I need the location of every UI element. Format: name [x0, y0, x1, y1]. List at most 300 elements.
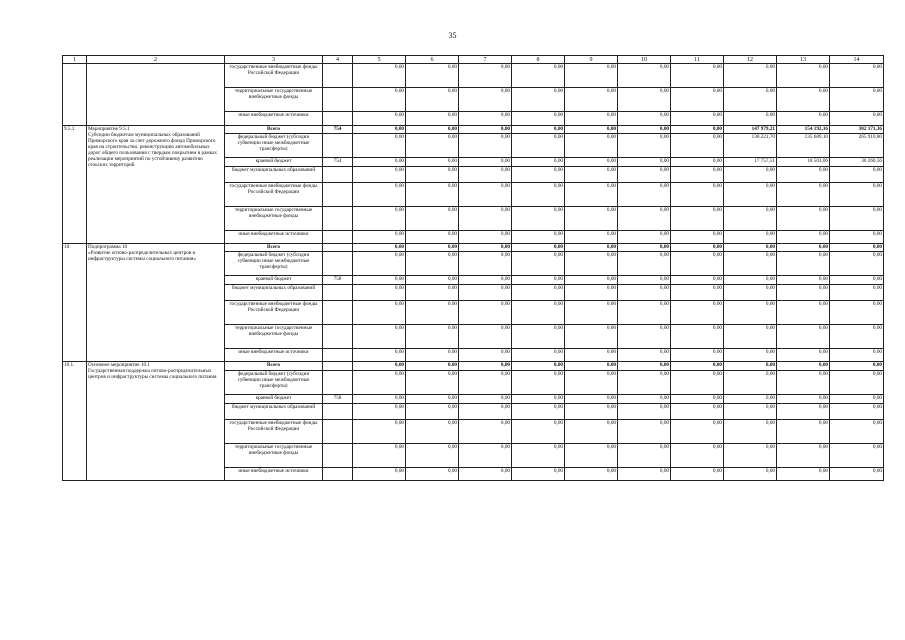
table-row — [63, 362, 884, 371]
amount-cell: 0,00 — [777, 468, 830, 481]
source-label: федеральный бюджет (субсидии субвенции иные межбюджетные трансферты) — [225, 371, 323, 395]
amount-cell: 0,00 — [406, 112, 459, 126]
amount-cell: 0,00 — [406, 126, 459, 134]
amount-cell: 0,00 — [671, 349, 724, 362]
amount-cell: 0,00 — [618, 276, 671, 285]
amount-cell: 0,00 — [830, 167, 884, 183]
amount-cell: 0,00 — [406, 244, 459, 252]
table-body — [63, 56, 884, 481]
amount-cell: 0,00 — [406, 325, 459, 349]
amount-cell: 0,00 — [618, 112, 671, 126]
source-label: иные внебюджетные источники — [225, 112, 323, 126]
source-label: государственные внебюджетные фонды Российской Федерации — [225, 183, 323, 207]
amount-cell: 0,00 — [724, 325, 777, 349]
amount-cell: 0,00 — [618, 371, 671, 395]
budget-table — [62, 55, 884, 481]
amount-cell: 0,00 — [671, 371, 724, 395]
amount-cell: 0,00 — [459, 285, 512, 301]
amount-cell: 0,00 — [830, 404, 884, 420]
amount-cell: 0,00 — [512, 158, 565, 167]
amount-cell: 0,00 — [618, 444, 671, 468]
grbs-code — [323, 371, 353, 395]
item-text: «Развитие оптово-распределительных центров и инфраструктуры системы социального питания» — [88, 250, 196, 262]
source-label: Всего — [225, 362, 323, 371]
table-row — [63, 64, 884, 88]
amount-cell: 0,00 — [512, 134, 565, 158]
amount-cell: 0,00 — [565, 64, 618, 88]
amount-cell: 0,00 — [459, 134, 512, 158]
grbs-code: 758 — [323, 276, 353, 285]
amount-cell: 0,00 — [353, 301, 406, 325]
amount-cell: 0,00 — [777, 112, 830, 126]
amount-cell: 0,00 — [512, 285, 565, 301]
amount-cell: 0,00 — [671, 285, 724, 301]
amount-cell: 0,00 — [353, 285, 406, 301]
amount-cell: 0,00 — [353, 468, 406, 481]
grbs-code — [323, 349, 353, 362]
amount-cell: 0,00 — [406, 88, 459, 112]
amount-cell: 36 260,56 — [830, 158, 884, 167]
grbs-code — [323, 88, 353, 112]
source-label: иные внебюджетные источники — [225, 349, 323, 362]
amount-cell: 0,00 — [830, 244, 884, 252]
amount-cell: 0,00 — [565, 112, 618, 126]
amount-cell: 0,00 — [353, 112, 406, 126]
amount-cell: 0,00 — [671, 158, 724, 167]
amount-cell: 0,00 — [459, 404, 512, 420]
amount-cell: 0,00 — [618, 244, 671, 252]
amount-cell: 0,00 — [512, 167, 565, 183]
amount-cell: 18 503,06 — [777, 158, 830, 167]
column-header: 7 — [459, 56, 512, 64]
item-description — [87, 244, 225, 362]
amount-cell: 0,00 — [671, 231, 724, 244]
amount-cell: 0,00 — [406, 404, 459, 420]
amount-cell: 0,00 — [724, 468, 777, 481]
amount-cell: 0,00 — [777, 444, 830, 468]
amount-cell: 0,00 — [671, 252, 724, 276]
amount-cell: 0,00 — [777, 395, 830, 404]
table-row — [63, 126, 884, 134]
amount-cell: 0,00 — [777, 301, 830, 325]
amount-cell: 0,00 — [618, 183, 671, 207]
grbs-code: 754 — [323, 126, 353, 134]
amount-cell: 0,00 — [353, 325, 406, 349]
amount-cell: 0,00 — [671, 64, 724, 88]
amount-cell: 0,00 — [565, 404, 618, 420]
amount-cell: 0,00 — [830, 207, 884, 231]
amount-cell: 0,00 — [777, 183, 830, 207]
source-label: краевой бюджет — [225, 276, 323, 285]
amount-cell: 0,00 — [353, 158, 406, 167]
grbs-code — [323, 420, 353, 444]
amount-cell: 0,00 — [830, 325, 884, 349]
amount-cell: 0,00 — [512, 126, 565, 134]
amount-cell: 0,00 — [618, 362, 671, 371]
amount-cell: 0,00 — [406, 301, 459, 325]
source-label: иные внебюджетные источники — [225, 231, 323, 244]
amount-cell: 0,00 — [512, 325, 565, 349]
amount-cell: 0,00 — [353, 244, 406, 252]
amount-cell: 0,00 — [777, 167, 830, 183]
amount-cell: 0,00 — [671, 404, 724, 420]
amount-cell: 0,00 — [618, 301, 671, 325]
column-header: 2 — [87, 56, 225, 64]
amount-cell: 0,00 — [724, 276, 777, 285]
amount-cell: 0,00 — [353, 88, 406, 112]
column-header: 12 — [724, 56, 777, 64]
amount-cell: 0,00 — [353, 349, 406, 362]
amount-cell: 0,00 — [406, 231, 459, 244]
source-label: государственные внебюджетные фонды Российской Федерации — [225, 64, 323, 88]
amount-cell: 0,00 — [830, 444, 884, 468]
amount-cell: 0,00 — [724, 395, 777, 404]
amount-cell: 0,00 — [459, 371, 512, 395]
grbs-code — [323, 112, 353, 126]
amount-cell: 0,00 — [671, 112, 724, 126]
column-header: 8 — [512, 56, 565, 64]
column-header: 3 — [225, 56, 323, 64]
amount-cell: 0,00 — [459, 167, 512, 183]
grbs-code — [323, 252, 353, 276]
amount-cell: 0,00 — [406, 371, 459, 395]
amount-cell: 0,00 — [671, 276, 724, 285]
amount-cell: 0,00 — [671, 88, 724, 112]
amount-cell: 0,00 — [830, 371, 884, 395]
amount-cell: 0,00 — [565, 207, 618, 231]
table-row — [63, 244, 884, 252]
column-header: 10 — [618, 56, 671, 64]
item-description — [87, 126, 225, 244]
amount-cell: 0,00 — [565, 362, 618, 371]
amount-cell: 0,00 — [565, 167, 618, 183]
amount-cell: 0,00 — [618, 88, 671, 112]
amount-cell: 0,00 — [830, 468, 884, 481]
amount-cell: 0,00 — [777, 252, 830, 276]
amount-cell: 0,00 — [406, 349, 459, 362]
amount-cell: 0,00 — [565, 244, 618, 252]
amount-cell: 0,00 — [830, 231, 884, 244]
amount-cell: 0,00 — [565, 468, 618, 481]
amount-cell: 0,00 — [565, 371, 618, 395]
item-code: 10. — [63, 244, 87, 362]
item-description — [87, 362, 225, 481]
amount-cell: 0,00 — [406, 276, 459, 285]
amount-cell: 0,00 — [459, 231, 512, 244]
source-label: иные внебюджетные источники — [225, 468, 323, 481]
grbs-code — [323, 167, 353, 183]
amount-cell: 0,00 — [618, 285, 671, 301]
amount-cell: 0,00 — [512, 244, 565, 252]
amount-cell: 0,00 — [512, 404, 565, 420]
amount-cell: 0,00 — [830, 395, 884, 404]
amount-cell: 0,00 — [353, 207, 406, 231]
amount-cell: 0,00 — [618, 252, 671, 276]
amount-cell: 0,00 — [512, 88, 565, 112]
page-number: 35 — [448, 31, 457, 40]
amount-cell: 0,00 — [406, 64, 459, 88]
amount-cell: 0,00 — [671, 183, 724, 207]
amount-cell: 0,00 — [406, 468, 459, 481]
amount-cell: 0,00 — [830, 112, 884, 126]
source-label: бюджет муниципальных образований — [225, 404, 323, 420]
grbs-code — [323, 468, 353, 481]
grbs-code — [323, 362, 353, 371]
amount-cell: 0,00 — [618, 126, 671, 134]
amount-cell: 0,00 — [830, 64, 884, 88]
amount-cell: 0,00 — [353, 371, 406, 395]
header-row — [63, 56, 884, 64]
desc-cell — [87, 64, 225, 126]
amount-cell: 0,00 — [512, 64, 565, 88]
amount-cell: 0,00 — [353, 183, 406, 207]
grbs-code — [323, 301, 353, 325]
source-label: краевой бюджет — [225, 395, 323, 404]
amount-cell: 0,00 — [777, 420, 830, 444]
amount-cell: 0,00 — [671, 468, 724, 481]
source-label: федеральный бюджет (субсидии субвенции иные межбюджетные трансферты) — [225, 252, 323, 276]
amount-cell: 130 221,70 — [724, 134, 777, 158]
amount-cell: 0,00 — [830, 276, 884, 285]
amount-cell: 0,00 — [671, 207, 724, 231]
amount-cell: 0,00 — [459, 158, 512, 167]
amount-cell: 0,00 — [724, 183, 777, 207]
column-header: 4 — [323, 56, 353, 64]
amount-cell: 0,00 — [671, 325, 724, 349]
amount-cell: 0,00 — [406, 167, 459, 183]
amount-cell: 0,00 — [724, 167, 777, 183]
amount-cell: 0,00 — [830, 285, 884, 301]
amount-cell: 0,00 — [459, 301, 512, 325]
amount-cell: 0,00 — [565, 134, 618, 158]
amount-cell: 0,00 — [777, 371, 830, 395]
amount-cell: 0,00 — [459, 468, 512, 481]
amount-cell: 0,00 — [671, 362, 724, 371]
amount-cell: 0,00 — [671, 244, 724, 252]
amount-cell: 0,00 — [830, 349, 884, 362]
amount-cell: 0,00 — [406, 183, 459, 207]
amount-cell: 0,00 — [406, 362, 459, 371]
amount-cell: 0,00 — [671, 420, 724, 444]
amount-cell: 0,00 — [830, 252, 884, 276]
amount-cell: 0,00 — [830, 362, 884, 371]
amount-cell: 0,00 — [618, 231, 671, 244]
amount-cell: 0,00 — [512, 420, 565, 444]
amount-cell: 0,00 — [830, 301, 884, 325]
amount-cell: 0,00 — [724, 207, 777, 231]
amount-cell: 0,00 — [353, 126, 406, 134]
item-text: Государственная поддержка оптово-распределительных центров и инфраструктуры системы социального питания — [88, 368, 217, 380]
amount-cell: 0,00 — [618, 64, 671, 88]
source-label: Всего — [225, 244, 323, 252]
amount-cell: 0,00 — [512, 252, 565, 276]
amount-cell: 135 689,10 — [777, 134, 830, 158]
amount-cell: 0,00 — [671, 395, 724, 404]
amount-cell: 0,00 — [777, 207, 830, 231]
amount-cell: 0,00 — [830, 420, 884, 444]
amount-cell: 0,00 — [724, 349, 777, 362]
amount-cell: 0,00 — [512, 371, 565, 395]
amount-cell: 0,00 — [512, 395, 565, 404]
amount-cell: 0,00 — [777, 231, 830, 244]
amount-cell: 265 910,80 — [830, 134, 884, 158]
amount-cell: 0,00 — [724, 252, 777, 276]
source-label: бюджет муниципальных образований — [225, 167, 323, 183]
amount-cell: 0,00 — [777, 404, 830, 420]
source-label: территориальные государственные внебюджетные фонды — [225, 325, 323, 349]
amount-cell: 0,00 — [618, 134, 671, 158]
amount-cell: 0,00 — [565, 301, 618, 325]
amount-cell: 0,00 — [671, 444, 724, 468]
amount-cell: 0,00 — [406, 252, 459, 276]
amount-cell: 0,00 — [724, 371, 777, 395]
amount-cell: 0,00 — [565, 276, 618, 285]
amount-cell: 0,00 — [459, 420, 512, 444]
amount-cell: 0,00 — [512, 276, 565, 285]
grbs-code — [323, 183, 353, 207]
item-title: Мероприятие 9.5.1 — [88, 126, 130, 132]
amount-cell: 17 757,51 — [724, 158, 777, 167]
amount-cell: 0,00 — [777, 244, 830, 252]
item-title: Основное мероприятие 10.1 — [88, 362, 150, 368]
amount-cell: 0,00 — [353, 231, 406, 244]
grbs-code — [323, 244, 353, 252]
item-title: Подпрограмма 10 — [88, 244, 128, 250]
amount-cell: 0,00 — [618, 167, 671, 183]
amount-cell: 0,00 — [512, 231, 565, 244]
source-label: государственные внебюджетные фонды Российской Федерации — [225, 420, 323, 444]
amount-cell: 0,00 — [353, 404, 406, 420]
amount-cell: 0,00 — [724, 285, 777, 301]
amount-cell: 0,00 — [724, 64, 777, 88]
amount-cell: 0,00 — [406, 158, 459, 167]
amount-cell: 0,00 — [565, 420, 618, 444]
grbs-code — [323, 325, 353, 349]
amount-cell: 0,00 — [724, 244, 777, 252]
amount-cell: 0,00 — [724, 420, 777, 444]
amount-cell: 0,00 — [512, 301, 565, 325]
grbs-code — [323, 404, 353, 420]
amount-cell: 0,00 — [512, 349, 565, 362]
amount-cell: 0,00 — [406, 134, 459, 158]
amount-cell: 0,00 — [353, 134, 406, 158]
amount-cell: 0,00 — [724, 444, 777, 468]
source-label: территориальные государственные внебюджетные фонды — [225, 88, 323, 112]
source-label: Всего — [225, 126, 323, 134]
amount-cell: 0,00 — [406, 444, 459, 468]
amount-cell: 0,00 — [671, 134, 724, 158]
grbs-code — [323, 207, 353, 231]
amount-cell: 0,00 — [565, 285, 618, 301]
amount-cell: 0,00 — [353, 395, 406, 404]
amount-cell: 0,00 — [777, 64, 830, 88]
amount-cell: 0,00 — [830, 183, 884, 207]
amount-cell: 0,00 — [777, 362, 830, 371]
grbs-code — [323, 64, 353, 88]
grbs-code — [323, 134, 353, 158]
amount-cell: 0,00 — [459, 349, 512, 362]
amount-cell: 0,00 — [724, 301, 777, 325]
amount-cell: 0,00 — [671, 301, 724, 325]
amount-cell: 0,00 — [724, 231, 777, 244]
amount-cell: 0,00 — [459, 207, 512, 231]
amount-cell: 0,00 — [565, 395, 618, 404]
amount-cell: 0,00 — [777, 276, 830, 285]
amount-cell: 0,00 — [618, 420, 671, 444]
column-header: 1 — [63, 56, 87, 64]
amount-cell: 0,00 — [459, 88, 512, 112]
amount-cell: 0,00 — [512, 207, 565, 231]
amount-cell: 0,00 — [777, 88, 830, 112]
amount-cell: 0,00 — [618, 404, 671, 420]
item-text: Субсидии бюджетам муниципальных образований Приморского края за счет дорожного фонда Приморского края на строительство, реконструкцию автомобильных дорог общего пользования с твердым покрытием в рамках реализации мероприятий по устойчивому развитию сельских территорий — [88, 132, 218, 168]
amount-cell: 0,00 — [618, 468, 671, 481]
amount-cell: 0,00 — [512, 444, 565, 468]
amount-cell: 0,00 — [565, 252, 618, 276]
amount-cell: 0,00 — [459, 183, 512, 207]
amount-cell: 0,00 — [459, 444, 512, 468]
amount-cell: 0,00 — [353, 276, 406, 285]
item-code: 9.5.1. — [63, 126, 87, 244]
column-header: 6 — [406, 56, 459, 64]
code-cell — [63, 64, 87, 126]
amount-cell: 0,00 — [512, 362, 565, 371]
amount-cell: 0,00 — [618, 395, 671, 404]
amount-cell: 0,00 — [459, 244, 512, 252]
column-header: 5 — [353, 56, 406, 64]
amount-cell: 0,00 — [565, 126, 618, 134]
grbs-code: 758 — [323, 395, 353, 404]
amount-cell: 0,00 — [512, 468, 565, 481]
amount-cell: 0,00 — [406, 285, 459, 301]
grbs-code — [323, 285, 353, 301]
amount-cell: 0,00 — [406, 395, 459, 404]
amount-cell: 0,00 — [565, 158, 618, 167]
amount-cell: 0,00 — [353, 420, 406, 444]
amount-cell: 0,00 — [353, 252, 406, 276]
amount-cell: 0,00 — [777, 349, 830, 362]
grbs-code — [323, 231, 353, 244]
amount-cell: 0,00 — [724, 112, 777, 126]
source-label: федеральный бюджет (субсидии субвенции иные межбюджетные трансферты) — [225, 134, 323, 158]
column-header: 14 — [830, 56, 884, 64]
amount-cell: 0,00 — [459, 276, 512, 285]
amount-cell: 0,00 — [353, 362, 406, 371]
amount-cell: 0,00 — [353, 444, 406, 468]
amount-cell: 0,00 — [618, 207, 671, 231]
source-label: государственные внебюджетные фонды Российской Федерации — [225, 301, 323, 325]
amount-cell: 0,00 — [459, 362, 512, 371]
amount-cell: 0,00 — [565, 444, 618, 468]
source-label: территориальные государственные внебюджетные фонды — [225, 207, 323, 231]
amount-cell: 0,00 — [618, 158, 671, 167]
amount-cell: 0,00 — [618, 325, 671, 349]
amount-cell: 0,00 — [353, 167, 406, 183]
grbs-code — [323, 444, 353, 468]
amount-cell: 0,00 — [353, 64, 406, 88]
amount-cell: 0,00 — [459, 325, 512, 349]
column-header: 9 — [565, 56, 618, 64]
amount-cell: 147 979,21 — [724, 126, 777, 134]
amount-cell: 0,00 — [512, 183, 565, 207]
amount-cell: 0,00 — [724, 88, 777, 112]
amount-cell: 0,00 — [459, 112, 512, 126]
grbs-code: 754 — [323, 158, 353, 167]
amount-cell: 0,00 — [459, 126, 512, 134]
amount-cell: 0,00 — [830, 88, 884, 112]
amount-cell: 0,00 — [459, 395, 512, 404]
source-label: бюджет муниципальных образований — [225, 285, 323, 301]
